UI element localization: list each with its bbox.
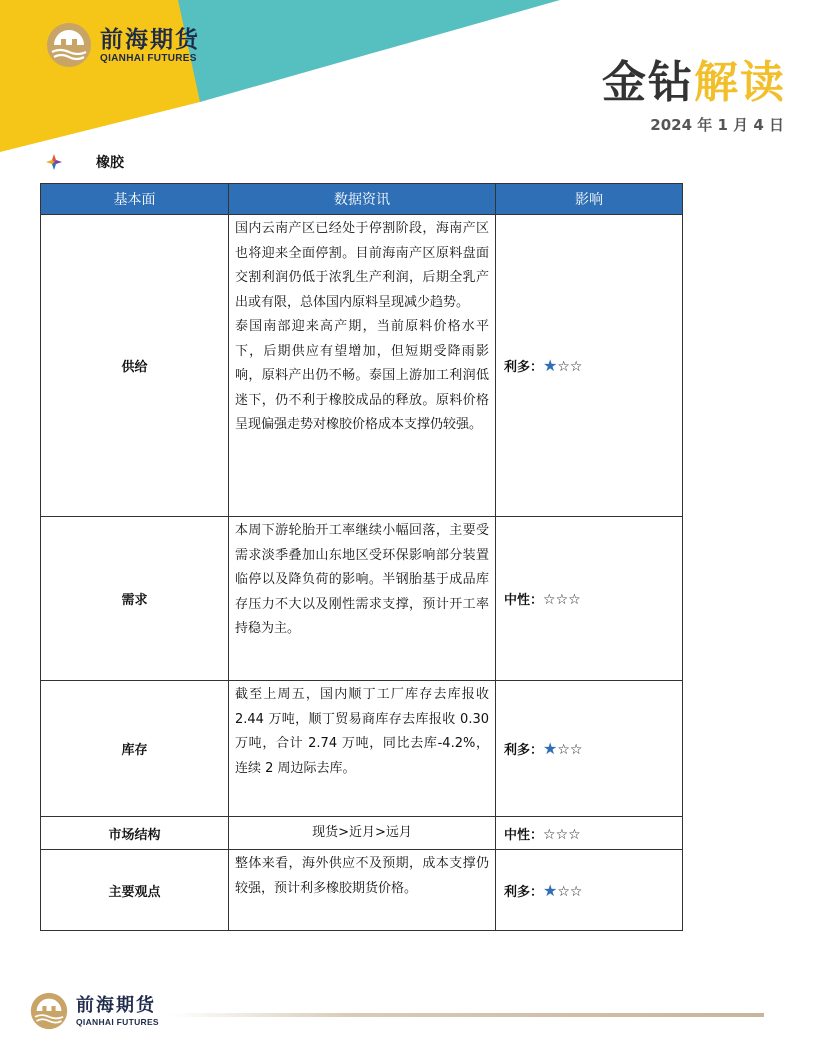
- table-row-supply: [41, 215, 683, 517]
- empty-star-icon: ☆: [568, 592, 581, 608]
- rating-stars: [543, 828, 581, 843]
- logo-english-text: QIANHAI FUTURES: [100, 52, 197, 64]
- factor-label: 需求: [41, 517, 229, 681]
- info-paragraph: 截至上周五，国内顺丁工厂库存去库报收 2.44 万吨，顺丁贸易商库存去库报收 0.30 万吨，合计 2.74 万吨，同比去库-4.2%，连续 2 周边际去库。: [235, 687, 489, 776]
- empty-star-icon: ☆: [568, 826, 581, 843]
- section-title: 橡胶: [96, 155, 124, 171]
- rubber-fundamentals-table: [40, 183, 683, 931]
- empty-star-icon: ☆: [569, 359, 583, 375]
- impact-cell: [496, 850, 683, 931]
- report-date: 2024 年 1 月 4 日: [650, 116, 784, 134]
- report-title-part1: 金钻: [602, 57, 694, 108]
- info-paragraph: 本周下游轮胎开工率继续小幅回落，主要受需求淡季叠加山东地区受环保影响部分装置临停以及降负荷的影响。半钢胎基于成品库存压力不大以及刚性需求支撑，预计开工率持稳为主。: [235, 523, 489, 636]
- table-row-inventory: [41, 681, 683, 817]
- company-logo-icon: [46, 22, 92, 68]
- empty-star-icon: ☆: [543, 826, 556, 843]
- impact-label: 中性：: [504, 827, 544, 843]
- empty-star-icon: ☆: [569, 742, 583, 758]
- impact-label: 中性：: [504, 593, 544, 608]
- rating-stars: [543, 593, 581, 608]
- table-row-main-view: [41, 850, 683, 931]
- impact-cell: [496, 817, 683, 850]
- diamond-cross-icon: [46, 154, 62, 170]
- logo-english-text: QIANHAI FUTURES: [76, 1017, 159, 1027]
- table-row-demand: [41, 517, 683, 681]
- filled-star-icon: ★: [543, 739, 558, 758]
- factor-label: 库存: [41, 681, 229, 817]
- rating-stars: [543, 356, 583, 375]
- report-title-part2: 解读: [694, 57, 786, 108]
- info-paragraph: 整体来看，海外供应不及预期，成本支撑仍较强，预计利多橡胶期货价格。: [235, 856, 489, 896]
- factor-label: 市场结构: [41, 817, 229, 850]
- info-cell: [229, 681, 496, 817]
- info-paragraph: 现货>近月>远月: [312, 824, 412, 840]
- impact-cell: [496, 681, 683, 817]
- impact-cell: [496, 215, 683, 517]
- info-cell: [229, 517, 496, 681]
- table-row-market-structure: [41, 817, 683, 850]
- empty-star-icon: ☆: [557, 742, 570, 758]
- info-paragraph: 国内云南产区已经处于停割阶段，海南产区也将迎来全面停割。目前海南产区原料盘面交割利润仍低于浓乳生产利润，后期全乳产出或有限，总体国内原料呈现减少趋势。: [235, 221, 489, 310]
- empty-star-icon: ☆: [555, 592, 569, 608]
- company-logo-icon: [30, 992, 68, 1030]
- rating-stars: [543, 739, 583, 758]
- report-title: [602, 46, 786, 110]
- logo-chinese-text: 前海期货: [76, 995, 156, 1016]
- empty-star-icon: ☆: [557, 883, 570, 900]
- rating-stars: [543, 880, 583, 900]
- header-data-info: 数据资讯: [229, 184, 496, 215]
- table-header-row: [41, 184, 683, 215]
- footer-logo: [30, 992, 159, 1030]
- factor-label: 供给: [41, 215, 229, 517]
- header-impact: 影响: [496, 184, 683, 215]
- empty-star-icon: ☆: [555, 826, 569, 843]
- empty-star-icon: ☆: [543, 592, 556, 608]
- impact-cell: [496, 517, 683, 681]
- info-cell: [229, 817, 496, 850]
- header-fundamentals: 基本面: [41, 184, 229, 215]
- filled-star-icon: ★: [543, 356, 558, 375]
- empty-star-icon: ☆: [557, 359, 570, 375]
- section-heading: [46, 152, 124, 172]
- empty-star-icon: ☆: [569, 883, 583, 900]
- header-logo: [46, 22, 200, 68]
- info-cell: [229, 850, 496, 931]
- filled-star-icon: ★: [543, 880, 558, 900]
- info-paragraph: 泰国南部迎来高产期，当前原料价格水平下，后期供应有望增加，但短期受降雨影响，原料产出仍不畅。泰国上游加工利润低迷下，仍不利于橡胶成品的释放。原料价格呈现偏强走势对橡胶价格成本支撑仍较强。: [235, 319, 489, 432]
- logo-chinese-text: 前海期货: [100, 25, 200, 53]
- footer-divider: [170, 1013, 764, 1017]
- factor-label: 主要观点: [41, 850, 229, 931]
- impact-label: 利多：: [504, 743, 544, 758]
- impact-label: 利多：: [504, 884, 544, 900]
- info-cell: [229, 215, 496, 517]
- impact-label: 利多：: [504, 360, 544, 375]
